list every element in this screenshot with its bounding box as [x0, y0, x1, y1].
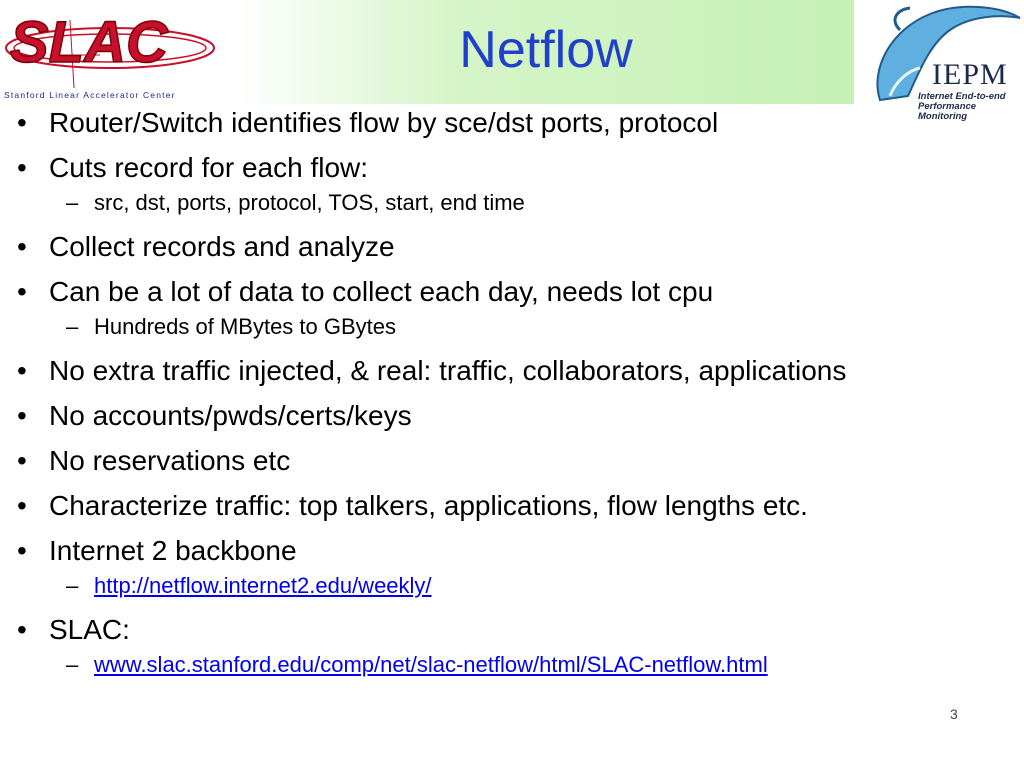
sub-list-item — [0, 314, 1000, 340]
bullet-marker: • — [17, 490, 27, 521]
bullet-marker: • — [17, 445, 27, 476]
internet2-netflow-link[interactable]: http://netflow.internet2.edu/weekly/ — [94, 573, 432, 598]
sub-list-item — [0, 652, 1000, 678]
list-item — [0, 444, 1000, 478]
bullet-text: Can be a lot of data to collect each day, needs lot cpu — [49, 276, 714, 307]
sub-bullet-text: Hundreds of MBytes to GBytes — [94, 314, 397, 339]
iepm-subtitle-line-2: Performance Monitoring — [918, 101, 977, 122]
list-item — [0, 399, 1000, 433]
bullet-text: SLAC: — [49, 614, 130, 645]
bullet-marker: • — [17, 535, 27, 566]
page-title: Netflow — [459, 21, 633, 79]
slide-number: 3 — [950, 706, 958, 722]
list-item — [0, 106, 1000, 140]
sub-list-item — [0, 190, 1000, 216]
dash-marker: – — [66, 652, 79, 677]
list-item — [0, 354, 1000, 388]
bullet-marker: • — [17, 276, 27, 307]
slac-subtitle: Stanford Linear Accelerator Center — [4, 90, 176, 100]
bullet-marker: • — [17, 107, 27, 138]
list-item — [0, 151, 1000, 185]
bullet-marker: • — [17, 152, 27, 183]
slac-logo-text: SLAC — [10, 10, 168, 75]
bullet-marker: • — [17, 400, 27, 431]
iepm-subtitle-line-1: Internet End-to-end — [918, 91, 1006, 102]
list-item — [0, 275, 1000, 309]
slac-netflow-link[interactable]: www.slac.stanford.edu/comp/net/slac-netflow/html/SLAC-netflow.html — [94, 652, 768, 677]
bullet-text: Router/Switch identifies flow by sce/dst ports, protocol — [49, 107, 719, 138]
list-item — [0, 230, 1000, 264]
bullet-list — [0, 106, 1000, 692]
sub-bullet-text: src, dst, ports, protocol, TOS, start, end time — [94, 190, 525, 215]
sub-list-item — [0, 573, 1000, 599]
list-item — [0, 534, 1000, 568]
iepm-logo-text: IEPM — [932, 58, 1008, 91]
list-item — [0, 489, 1000, 523]
slac-logo — [0, 0, 236, 104]
bullet-text: Internet 2 backbone — [49, 535, 297, 566]
bullet-text: No extra traffic injected, & real: traffic, collaborators, applications — [49, 355, 847, 386]
bullet-text: No reservations etc — [49, 445, 291, 476]
bullet-text: Cuts record for each flow: — [49, 152, 369, 183]
bullet-text: Characterize traffic: top talkers, applications, flow lengths etc. — [49, 490, 808, 521]
bullet-text: Collect records and analyze — [49, 231, 395, 262]
list-item — [0, 613, 1000, 647]
dash-marker: – — [66, 573, 79, 598]
dash-marker: – — [66, 190, 79, 215]
dash-marker: – — [66, 314, 79, 339]
bullet-marker: • — [17, 231, 27, 262]
bullet-marker: • — [17, 355, 27, 386]
bullet-marker: • — [17, 614, 27, 645]
bullet-text: No accounts/pwds/certs/keys — [49, 400, 412, 431]
